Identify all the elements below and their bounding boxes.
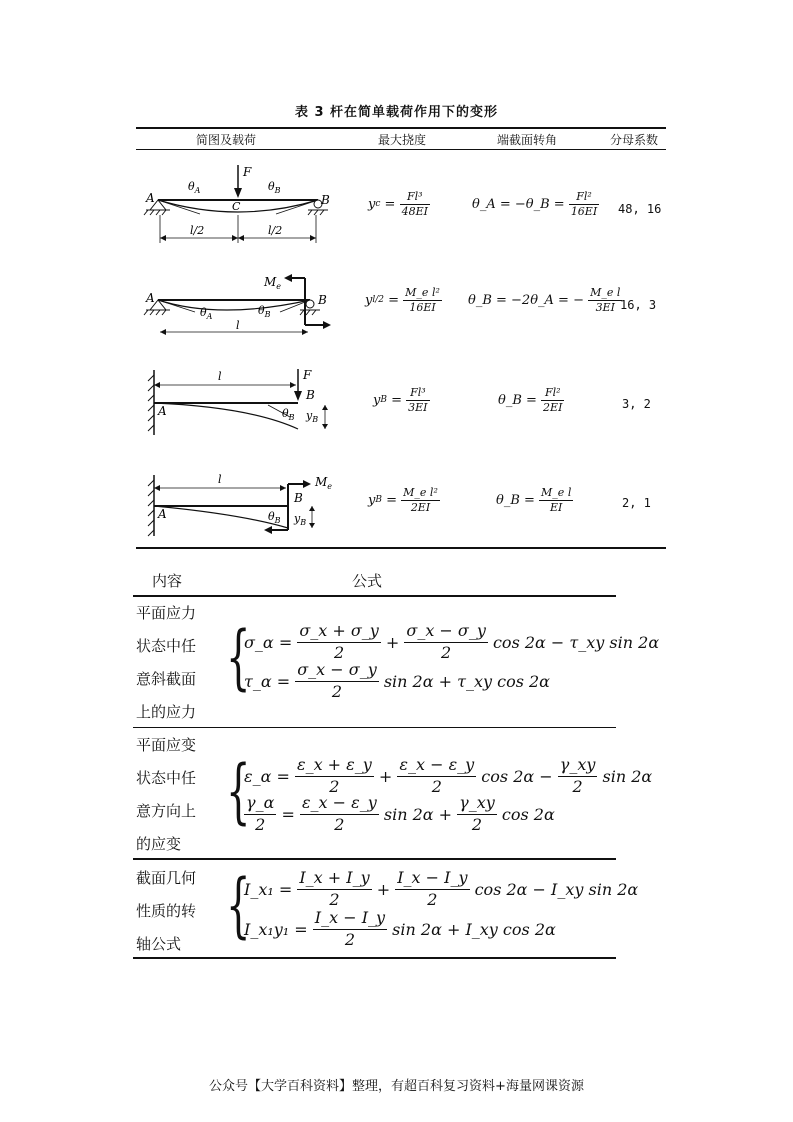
table3-header-rule <box>136 149 666 150</box>
diagram-cantilever-end-load <box>140 365 340 440</box>
svg-text:θB: $\theta_B$ <box>268 180 281 195</box>
svg-text:l: l <box>218 370 222 383</box>
brace-inertia: { <box>226 864 251 946</box>
label-plane-strain: 平面应变 状态中任 意方向上 的应变 <box>136 736 197 853</box>
brace-strain: { <box>226 750 251 832</box>
row2-deflection: y l/2 = $\frac{\text{M\_e l²}}{16EI}$ <box>365 286 440 314</box>
svg-text:A: A <box>158 404 167 418</box>
eq-Ix1: I_x₁ = $\frac{I\_x + I\_y}{2}$ + $\frac{I\_x - I\_y}{2}$ cos 2α − I_xy sin 2α <box>244 868 639 909</box>
row2-coef: 16, 3 <box>620 298 657 312</box>
table2-header-content: 内容 <box>152 572 183 590</box>
diagram-simple-beam-end-moment <box>140 270 340 340</box>
eq-gamma-alpha: $\frac{\gamma\_\alpha}{2}$ = $\frac{\varepsilon\_x - \varepsilon\_y}{2}$ sin 2α + $\frac{\gamma\_xy}{2}$ cos 2α <box>246 793 555 834</box>
svg-text:yB: $y_B$ <box>294 512 307 527</box>
svg-text:Me: $M_e$ <box>315 475 333 491</box>
label-half2: l/2 <box>268 224 283 237</box>
table2-rule-1 <box>133 727 616 728</box>
label-F: F <box>243 165 252 179</box>
svg-text:θB: $\theta_B$ <box>282 407 295 422</box>
footer-note: 公众号【大学百科资料】整理，有超百科复习资料+海量网课资源 <box>209 1079 584 1094</box>
row4-rotation: θ_B = $\frac{\text{M\_e l}}{EI}$ <box>496 486 572 514</box>
table3-caption: 表 3 杆在简单载荷作用下的变形 <box>294 105 499 120</box>
diagram-cantilever-end-moment <box>140 470 340 540</box>
label-B: B <box>321 193 330 207</box>
eq-tau-alpha: τ_α = $\frac{\sigma\_x - \sigma\_y}{2}$ sin 2α + τ_xy cos 2α <box>244 660 550 701</box>
label-plane-stress: 平面应力 状态中任 意斜截面 上的应力 <box>136 604 197 721</box>
table3-header-diagram: 简图及载荷 <box>196 133 257 147</box>
row4-deflection: y B = $\frac{\text{M\_e l²}}{2EI}$ <box>368 486 438 514</box>
row3-deflection: y B = $\frac{\text{Fl³}}{3EI}$ <box>373 386 428 414</box>
table2-rule-2 <box>133 858 616 860</box>
row2-rotation: θ_B = −2θ_A = − $\frac{\text{M\_e l}}{3EI}$ <box>468 286 621 314</box>
table2-header-rule <box>133 595 616 597</box>
svg-text:θA: $\theta_A$ <box>200 306 213 321</box>
label-half1: l/2 <box>190 224 205 237</box>
svg-text:A: A <box>146 291 155 305</box>
svg-text:B: B <box>306 388 315 402</box>
eq-Ix1y1: I_x₁y₁ = $\frac{I\_x - I\_y}{2}$ sin 2α + I_xy cos 2α <box>244 908 556 949</box>
eq-epsilon-alpha: ε_α = $\frac{\varepsilon\_x + \varepsilon\_y}{2}$ + $\frac{\varepsilon\_x - \varepsilon\_y}{2}$ cos 2α − $\frac{\gamma\_xy}{2}$ sin 2α <box>244 755 653 796</box>
table3-header-rotation: 端截面转角 <box>497 133 558 147</box>
row3-coef: 3, 2 <box>622 397 651 411</box>
row4-coef: 2, 1 <box>622 496 651 510</box>
svg-text:θA: $\theta_A$ <box>188 180 201 195</box>
svg-text:B: B <box>294 491 303 505</box>
svg-text:yB: $y_B$ <box>306 409 319 424</box>
diagram-simple-beam-center-load <box>140 160 340 245</box>
svg-text:A: A <box>158 507 167 521</box>
row1-deflection: y c = $\frac{\text{Fl³}}{48EI}$ <box>368 190 428 218</box>
eq-sigma-alpha: σ_α = $\frac{\sigma\_x + \sigma\_y}{2}$ + $\frac{\sigma\_x - \sigma\_y}{2}$ cos 2α − τ_xy sin 2α <box>244 621 660 662</box>
row1-coef: 48, 16 <box>618 202 662 216</box>
row3-rotation: θ_B = $\frac{\text{Fl²}}{2EI}$ <box>498 386 563 414</box>
svg-text:l: l <box>218 473 222 486</box>
svg-text:θB: $\theta_B$ <box>258 304 271 319</box>
label-A: A <box>146 191 155 205</box>
brace-stress: { <box>226 616 251 698</box>
svg-text:B: B <box>318 293 327 307</box>
table2-header-formula: 公式 <box>352 572 383 590</box>
table3-bottom-rule <box>136 547 666 549</box>
table3-header-coef: 分母系数 <box>610 133 659 147</box>
label-axis-rotation: 截面几何 性质的转 轴公式 <box>136 869 197 953</box>
table3-top-rule <box>136 127 666 129</box>
table2-bottom-rule <box>133 957 616 959</box>
row1-rotation: θ_A = −θ_B = $\frac{\text{Fl²}}{16EI}$ <box>472 190 598 218</box>
svg-text:F: F <box>303 368 312 382</box>
svg-text:Me: $M_e$ <box>264 275 282 291</box>
svg-text:θB: $\theta_B$ <box>268 510 281 525</box>
label-C: C <box>232 200 241 213</box>
table3-header-deflection: 最大挠度 <box>378 133 427 147</box>
svg-text:l: l <box>236 319 240 332</box>
